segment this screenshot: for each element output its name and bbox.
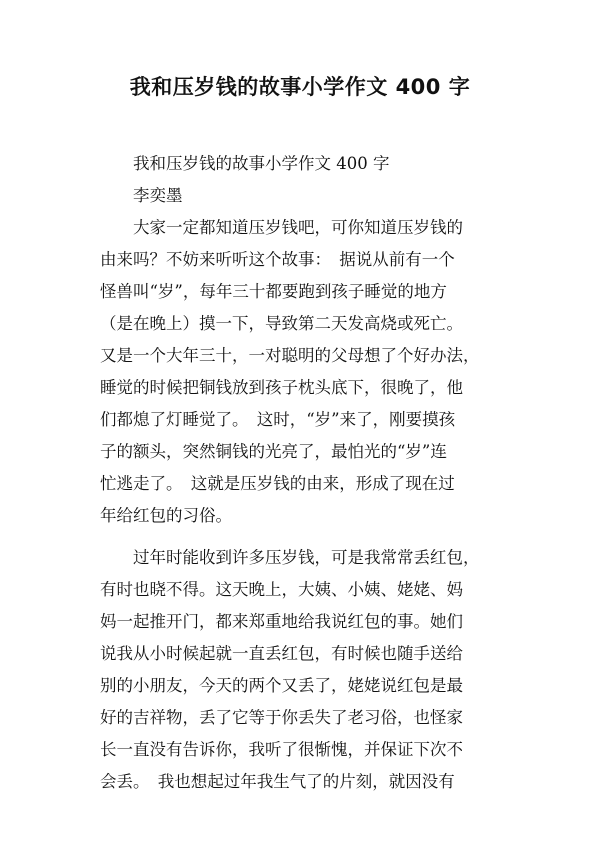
text-line: 妈一起推开门，都来郑重地给我说红包的事。她们 [100, 612, 463, 631]
paragraph-1 [100, 212, 502, 532]
paragraph-2 [100, 542, 502, 798]
text-line: 由来吗？不妨来听听这个故事： 据说从前有一个 [100, 250, 455, 269]
text-line: （是在晚上）摸一下，导致第二天发高烧或死亡。 [100, 314, 463, 333]
text-line: 长一直没有告诉你，我听了很惭愧，并保证下次不 [100, 740, 463, 759]
page-title: 我和压岁钱的故事小学作文 400 字 [129, 75, 471, 99]
text-line: 怪兽叫“岁”，每年三十都要跑到孩子睡觉的地方 [100, 282, 447, 301]
text-line: 年给红包的习俗。 [100, 506, 232, 525]
text-line: 又是一个大年三十，一对聪明的父母想了个好办法， [100, 346, 480, 365]
text-line: 大家一定都知道压岁钱吧，可你知道压岁钱的 [133, 218, 463, 237]
text-line: 过年时能收到许多压岁钱，可是我常常丢红包， [133, 548, 480, 567]
text-line: 们都熄了灯睡觉了。 这时，“岁”来了，刚要摸孩 [100, 410, 456, 429]
article-subtitle: 我和压岁钱的故事小学作文 400 字 [133, 154, 390, 173]
text-line: 有时也晓不得。这天晚上，大姨、小姨、姥姥、妈 [100, 580, 463, 599]
article-author: 李奕墨 [133, 186, 183, 205]
text-line: 子的额头，突然铜钱的光亮了，最怕光的“岁”连 [100, 442, 447, 461]
text-line: 说我从小时候起就一直丢红包，有时候也随手送给 [100, 644, 463, 663]
text-line: 睡觉的时候把铜钱放到孩子枕头底下，很晚了，他 [100, 378, 463, 397]
article-body [100, 148, 502, 798]
text-line: 会丢。 我也想起过年我生气了的片刻，就因没有 [100, 772, 455, 791]
text-line: 好的吉祥物，丢了它等于你丢失了老习俗，也怪家 [100, 708, 463, 727]
text-line: 忙逃走了。 这就是压岁钱的由来，形成了现在过 [100, 474, 455, 493]
text-line: 别的小朋友，今天的两个又丢了，姥姥说红包是最 [100, 676, 463, 695]
